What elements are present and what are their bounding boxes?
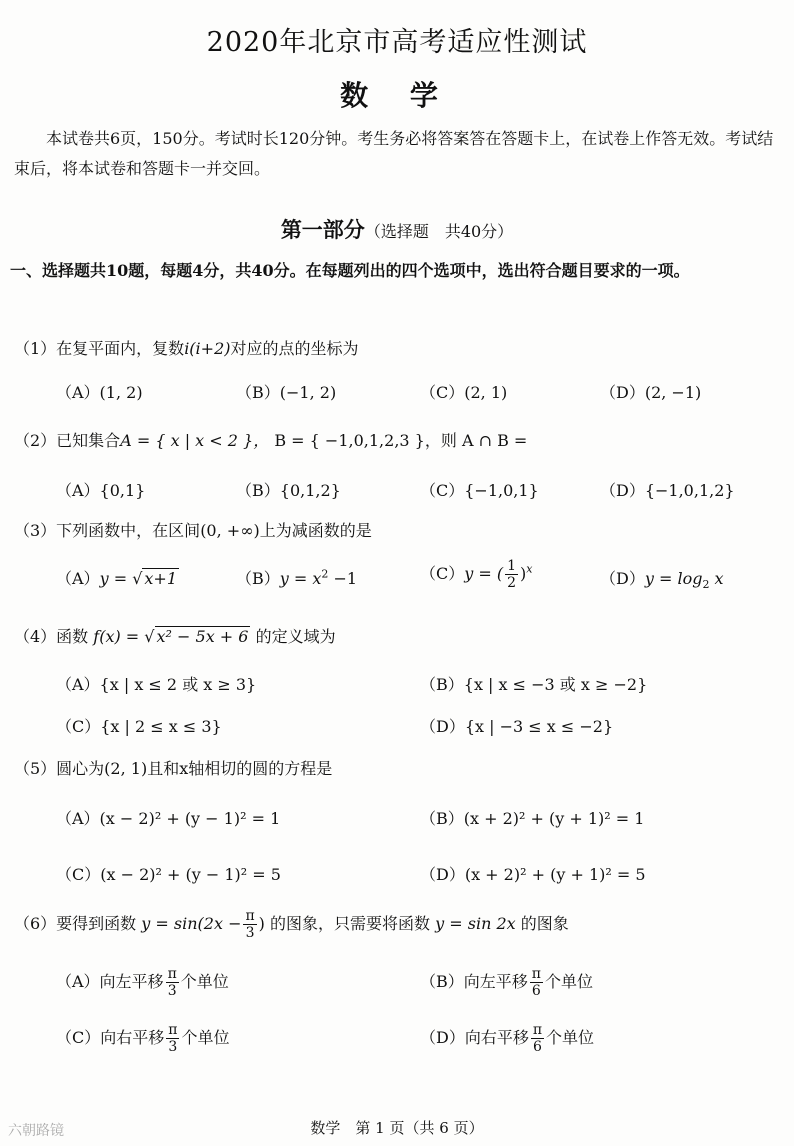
- q4-option-c: （C）{x | 2 ≤ x ≤ 3}: [56, 717, 222, 736]
- q6-option-b: （B）向左平移 $\frac{\pi}{6}$ 个单位: [420, 966, 593, 999]
- question-6-stem: （6）要得到函数 y = sin(2x − $\frac{\pi}{3}$ ) 的图象，只需要将函数 y = sin 2x 的图象: [14, 908, 569, 941]
- question-1-stem: （1）在复平面内，复数i(i+2)对应的点的坐标为: [14, 339, 359, 358]
- q4-option-a: （A）{x | x ≤ 2 或 x ≥ 3}: [56, 675, 257, 694]
- question-3-stem: （3）下列函数中，在区间(0, +∞)上为减函数的是: [14, 521, 372, 540]
- q2-set-b: B = { −1,0,1,2,3 }，: [274, 431, 441, 450]
- q2-option-b: （B）{0,1,2}: [236, 481, 341, 500]
- q3-interval: (0, +∞): [200, 521, 260, 540]
- q5-option-d: （D）(x + 2)² + (y + 1)² = 5: [420, 865, 646, 884]
- watermark: 六朝路镜: [8, 1123, 64, 1139]
- q5-option-c: （C）(x − 2)² + (y − 1)² = 5: [56, 865, 281, 884]
- q2-option-a: （A）{0,1}: [56, 481, 146, 500]
- q4-option-d: （D）{x | −3 ≤ x ≤ −2}: [420, 717, 614, 736]
- part-note: （选择题 共40分）: [364, 222, 514, 241]
- q6-option-a: （A）向左平移 $\frac{\pi}{3}$ 个单位: [56, 966, 229, 999]
- exam-title: 2020年北京市高考适应性测试: [206, 27, 588, 58]
- q3-option-c: （C）y = ( $\frac{1}{2}$ )$^x$: [420, 558, 533, 591]
- section-instruction: 一、选择题共10题，每题4分，共40分。在每题列出的四个选项中，选出符合题目要求的一项。: [10, 261, 690, 280]
- q1-option-d: （D）(2, −1): [600, 383, 702, 402]
- subject-title: 数 学: [340, 79, 454, 112]
- page-footer: 数学 第 1 页（共 6 页）: [310, 1119, 484, 1137]
- question-2-stem: （2）已知集合A = { x | x < 2 }， B = { −1,0,1,2,3 }，则 A ∩ B =: [14, 431, 528, 450]
- exam-intro: 本试卷共6页，150分。考试时长120分钟。考生务必将答案答在答题卡上，在试卷上作答无效。考试结束后，将本试卷和答题卡一并交回。: [14, 129, 774, 178]
- q2-option-c: （C）{−1,0,1}: [420, 481, 539, 500]
- q6-option-c: （C）向右平移 $\frac{\pi}{3}$ 个单位: [56, 1022, 230, 1055]
- q2-option-d: （D）{−1,0,1,2}: [600, 481, 735, 500]
- q5-option-a: （A）(x − 2)² + (y − 1)² = 1: [56, 809, 281, 828]
- q1-option-b: （B）(−1, 2): [236, 383, 337, 402]
- q3-option-b: $(B)y = x^2 -1$: [236, 567, 358, 588]
- q3-option-d: $(D)y = \log_2 x$: [600, 569, 724, 592]
- part-title: 第一部分: [280, 217, 365, 242]
- q4-option-b: （B）{x | x ≤ −3 或 x ≥ −2}: [420, 675, 648, 694]
- q1-option-c: （C）(2, 1): [420, 383, 508, 402]
- question-4-stem: （4）函数 f(x) = √ x² − 5x + 6 的定义域为: [14, 627, 336, 646]
- q5-option-b: （B）(x + 2)² + (y + 1)² = 1: [420, 809, 645, 828]
- q3-option-a: （A）y = √ x+1: [56, 569, 177, 588]
- q1-expression: i(i+2): [184, 339, 231, 358]
- part-heading: [0, 214, 794, 244]
- q6-option-d: （D）向右平移 $\frac{\pi}{6}$ 个单位: [420, 1022, 595, 1055]
- q1-option-a: （A）(1, 2): [56, 383, 143, 402]
- question-5-stem: （5）圆心为(2, 1)且和x轴相切的圆的方程是: [14, 759, 333, 778]
- q2-set-a: A = { x | x < 2 }，: [120, 431, 270, 450]
- q4-radicand: x² − 5x + 6: [156, 627, 249, 646]
